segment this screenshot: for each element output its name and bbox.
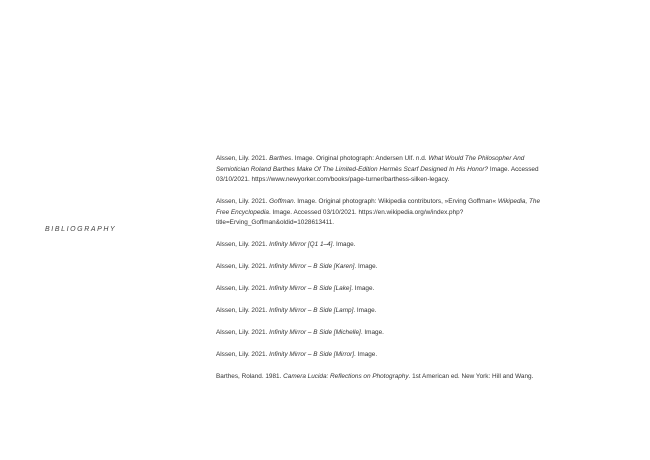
entry-title-text: Barthes: [269, 155, 292, 162]
entry-text: Alssen, Lily. 2021.: [216, 263, 270, 270]
bibliography-list: [216, 154, 546, 394]
bibliography-entry: [216, 240, 546, 251]
entry-text: Alssen, Lily. 2021.: [216, 285, 270, 292]
bibliography-entry: [216, 306, 546, 317]
entry-text: . Image.: [354, 263, 378, 270]
bibliography-entry: [216, 154, 546, 186]
entry-text: . Image.: [353, 307, 377, 314]
entry-title-text: Goffman: [269, 198, 294, 205]
entry-text: . Image.: [360, 329, 384, 336]
entry-text: Alssen, Lily. 2021.: [216, 155, 270, 162]
entry-title-text: Wikipedia, The Free Encyclopedia: [216, 198, 541, 216]
section-label: BIBLIOGRAPHY: [45, 226, 117, 233]
entry-text: . Image. Accessed 03/10/2021. https://en.wikipedia.org/w/index.php?title=Erving_Goffman&oldid=1028613411.: [216, 208, 464, 226]
entry-title-text: Infinity Mirror – B Side [Karen]: [269, 263, 355, 270]
entry-text: . Image.: [332, 241, 356, 248]
entry-text: . Image.: [354, 351, 378, 358]
entry-text: Alssen, Lily. 2021.: [216, 241, 270, 248]
entry-text: Alssen, Lily. 2021.: [216, 307, 270, 314]
entry-text: Alssen, Lily. 2021.: [216, 351, 270, 358]
entry-title-text: Camera Lucida: Reflections on Photography: [283, 373, 409, 380]
entry-title-text: Infinity Mirror [Q1 1–4]: [269, 241, 333, 248]
entry-text: Alssen, Lily. 2021.: [216, 329, 270, 336]
entry-text: . Image. Original photograph: Wikipedia contributors, »Erving Goffman«: [293, 198, 498, 205]
entry-title-text: Infinity Mirror – B Side [Mirror]: [269, 351, 355, 358]
bibliography-entry: [216, 284, 546, 295]
bibliography-entry: [216, 372, 546, 383]
bibliography-entry: [216, 197, 546, 229]
bibliography-entry: [216, 350, 546, 361]
entry-text: Alssen, Lily. 2021.: [216, 198, 270, 205]
entry-title-text: Infinity Mirror – B Side [Michelle]: [269, 329, 361, 336]
bibliography-entry: [216, 262, 546, 273]
entry-title-text: What Would The Philosopher And Semiotician Roland Barthes Make Of The Limited-Edition Hermès Scarf Designed In His Honor?: [216, 155, 525, 173]
bibliography-entry: [216, 328, 546, 339]
entry-text: Image. Accessed 03/10/2021. https://www.newyorker.com/books/page-turner/barthess-silken-legacy.: [216, 165, 539, 183]
entry-text: . Image.: [351, 285, 375, 292]
entry-text: . 1st American ed. New York: Hill and Wang.: [408, 373, 534, 380]
entry-text: Barthes, Roland. 1981.: [216, 373, 284, 380]
entry-title-text: Infinity Mirror – B Side [Lake]: [269, 285, 352, 292]
entry-title-text: Infinity Mirror – B Side [Lamp]: [269, 307, 354, 314]
entry-text: . Image. Original photograph: Andersen Ulf. n.d.: [291, 155, 429, 162]
